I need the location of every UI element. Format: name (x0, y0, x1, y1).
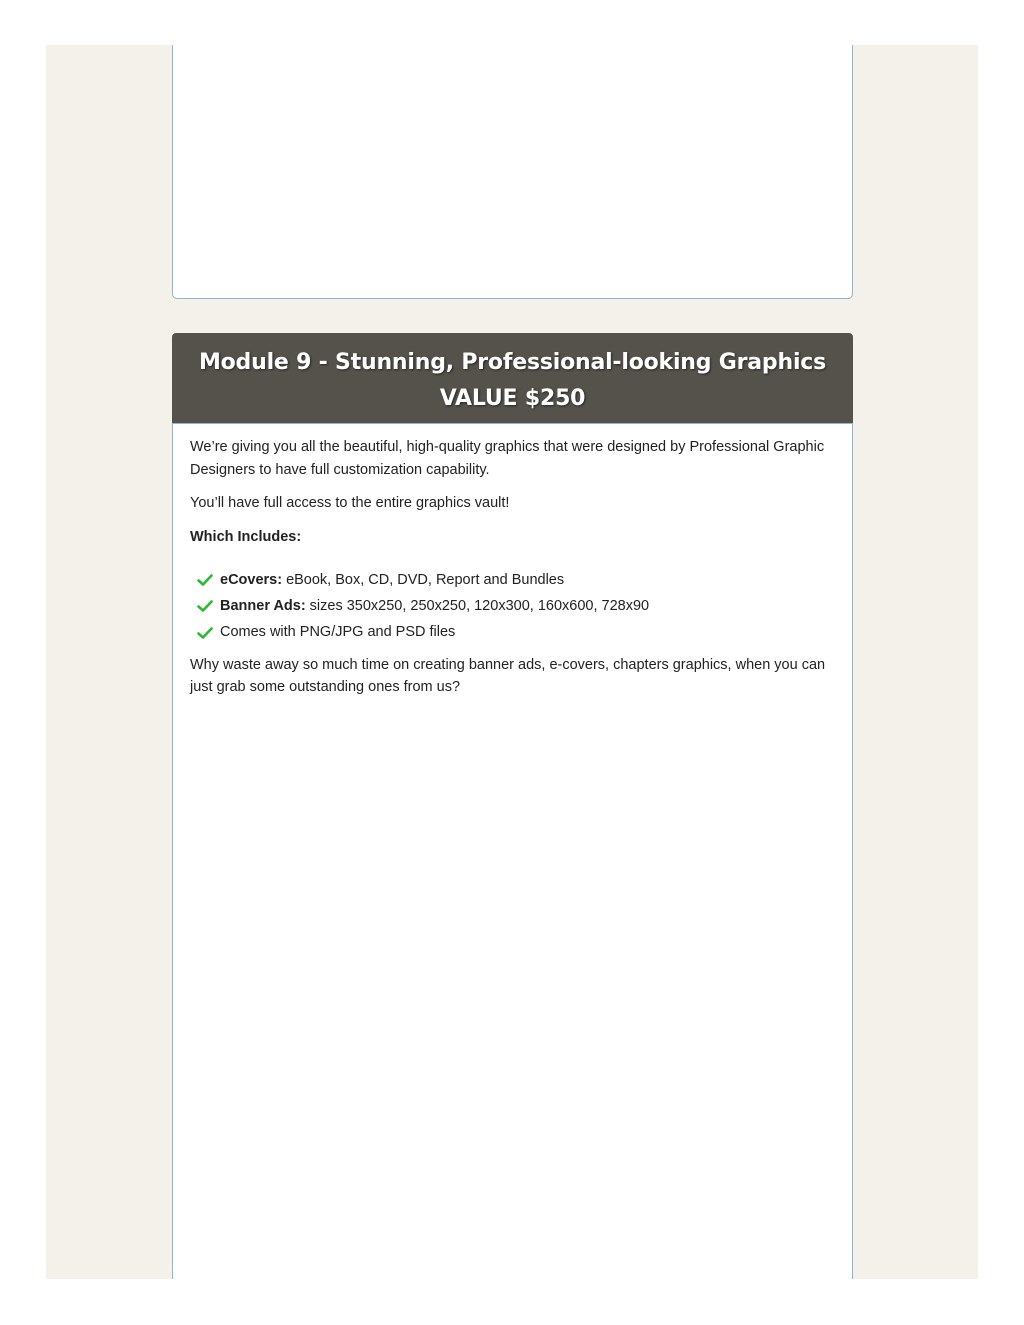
feature-item (197, 620, 834, 646)
feature-key: eCovers: (220, 571, 283, 588)
intro-paragraph: We’re giving you all the beautiful, high-quality graphics that were designed by Professional Graphic Designers to have full customization capability. (190, 439, 825, 478)
access-paragraph: You’ll have full access to the entire graphics vault! (190, 495, 510, 511)
check-icon (197, 573, 213, 587)
check-icon (197, 626, 213, 640)
closing-paragraph: Why waste away so much time on creating banner ads, e-covers, chapters graphics, when you can just grab some outstanding ones from us? (190, 656, 826, 696)
feature-key: Banner Ads: (220, 598, 306, 615)
module-value: VALUE $250 (439, 386, 586, 411)
module-title: Module 9 - Stunning, Professional-looking Graphics (198, 350, 827, 375)
previous-section-card (172, 45, 853, 299)
feature-item (197, 593, 834, 619)
module-header (172, 333, 853, 424)
feature-text: sizes 350x250, 250x250, 120x300, 160x600, 728x90 (309, 598, 650, 615)
includes-heading: Which Includes: (190, 528, 302, 545)
check-icon (197, 599, 213, 613)
feature-text: eBook, Box, CD, DVD, Report and Bundles (286, 571, 565, 588)
module-card (172, 333, 853, 1279)
module-body (172, 424, 853, 1279)
feature-item (197, 567, 834, 593)
feature-list (190, 567, 834, 646)
feature-text: Comes with PNG/JPG and PSD files (220, 624, 456, 641)
